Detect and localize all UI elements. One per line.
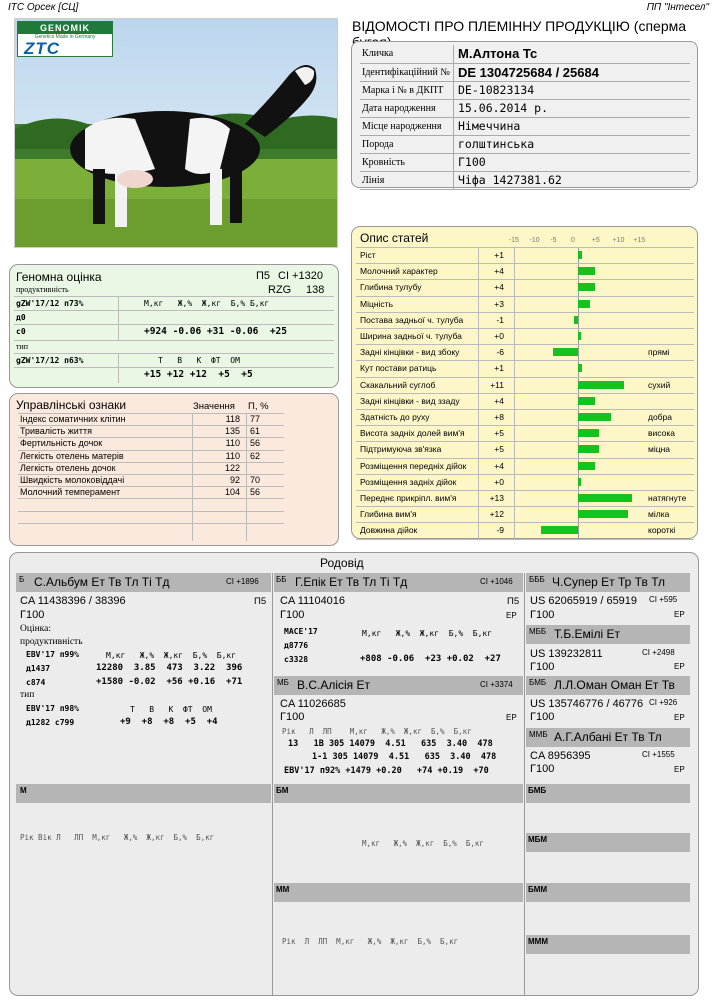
- ped-b-ci: CI +1896: [226, 577, 259, 586]
- ped-b-name: С.Альбум Ет Тв Тл Ті Тд: [34, 575, 170, 589]
- ped-bb-tag: ББ: [276, 575, 287, 584]
- linear-trait-bar: [578, 445, 599, 453]
- ped-mmb-id: CA 8956395: [530, 750, 591, 762]
- linear-trait-name: Розміщення задніх дійок: [360, 476, 457, 487]
- linear-tick-label: -5: [550, 237, 557, 244]
- management-row-value: 118: [225, 414, 240, 424]
- pedigree-panel: [9, 552, 699, 996]
- linear-trait-bar: [578, 413, 611, 421]
- identity-separator: [453, 154, 454, 172]
- identity-label: Кровність: [362, 157, 405, 168]
- logo-line1: GENOMIK: [18, 22, 112, 34]
- linear-trait-value: +0: [494, 331, 504, 341]
- ped-mm-tag: ММ: [276, 885, 290, 894]
- ped-mmm-tag: МММ: [528, 937, 548, 946]
- linear-trait-value: +4: [494, 460, 504, 471]
- linear-trait-bar: [578, 397, 595, 405]
- linear-trait-value: -6: [496, 347, 504, 358]
- linear-row-rule: [356, 539, 694, 540]
- genomic-rzg-value: 138: [306, 284, 325, 296]
- management-row-value: 110: [225, 438, 240, 449]
- ped-b-blood: Г100: [20, 609, 45, 621]
- linear-row-rule: [356, 328, 694, 329]
- ped-b-type-label: тип: [20, 690, 35, 700]
- linear-traits-panel: [351, 226, 698, 539]
- ped-bb-c-values: +808 -0.06 +23 +0.02 +27: [360, 654, 501, 664]
- linear-trait-value: +0: [494, 476, 504, 487]
- ped-b-tag: Б: [19, 575, 25, 584]
- ped-mb-blood: Г100: [280, 711, 305, 723]
- ped-b-type-head: EBV'17 п98%: [26, 704, 79, 713]
- linear-row-rule: [356, 506, 694, 507]
- ped-bm-cols: М,кг Ж,% Ж,кг Б,% Б,кг: [362, 839, 484, 848]
- linear-trait-name: Глибина тулубу: [360, 282, 422, 293]
- linear-row-rule: [356, 441, 694, 442]
- ped-bbb-blood: Г100: [530, 609, 555, 621]
- management-row-value: 110: [225, 450, 240, 461]
- linear-trait-note: прямі: [648, 347, 670, 358]
- linear-trait-note: міцна: [648, 444, 671, 455]
- document-title: ВІДОМОСТІ ПРО ПЛЕМІННУ ПРОДУКЦІЮ (сперма: [352, 18, 687, 34]
- identity-value: Німеччина: [458, 119, 521, 133]
- linear-trait-name: Розміщення передніх дійок: [360, 460, 467, 471]
- linear-trait-bar: [578, 283, 595, 291]
- ped-mbm-tag: МБМ: [528, 835, 548, 844]
- linear-trait-note: натягнуте: [648, 493, 687, 503]
- ped-b-d-label: д1437: [26, 664, 51, 673]
- ped-bmb-ep: ЕР: [674, 713, 685, 722]
- genomic-title: Геномна оцінка: [16, 270, 102, 284]
- management-rule: [18, 511, 284, 512]
- linear-trait-value: -9: [496, 525, 504, 536]
- ped-mbb-name: Т.Б.Емілі Ет: [554, 627, 620, 641]
- linear-row-rule: [356, 344, 694, 345]
- linear-trait-name: Глибина вим'я: [360, 509, 417, 520]
- management-row-name: Легкість отелень дочок: [20, 462, 116, 473]
- linear-row-rule: [356, 377, 694, 378]
- ped-mbb-blood: Г100: [530, 661, 555, 673]
- ped-b-id: CA 11438396 / 38396: [20, 595, 126, 607]
- ped-bb-head: MACE'17: [284, 627, 318, 636]
- linear-trait-bar: [574, 316, 578, 324]
- management-col-p: П, %: [248, 401, 269, 412]
- header-right-text: ПП "Інтесел": [646, 2, 709, 13]
- linear-trait-name: Скакальний суглоб: [360, 379, 436, 390]
- linear-trait-bar: [578, 462, 595, 470]
- ped-mb-row2: 1-1 305 14079 4.51 635 3.40 478: [312, 752, 497, 762]
- identity-value: голштинська: [458, 137, 535, 151]
- ped-bb-ci: CI +1046: [480, 577, 513, 586]
- pedigree-title: Родовід: [320, 556, 364, 570]
- ped-bbb-ep: ЕР: [674, 610, 685, 619]
- linear-trait-bar: [541, 526, 578, 534]
- ped-bm-tag: БМ: [276, 786, 289, 795]
- ped-bmb-blood: Г100: [530, 711, 555, 723]
- linear-trait-note: добра: [648, 412, 673, 422]
- management-row-p: 61: [250, 426, 261, 437]
- linear-trait-name: Задні кінцівки - вид збоку: [360, 347, 460, 358]
- linear-trait-bar: [578, 332, 581, 340]
- linear-trait-bar: [578, 429, 599, 437]
- ped-mmb-blood: Г100: [530, 763, 555, 775]
- identity-value: DE-10823134: [458, 83, 535, 97]
- identity-separator: [453, 100, 454, 118]
- linear-trait-note: висока: [648, 428, 675, 439]
- ped-bb-blood: Г100: [280, 609, 305, 621]
- ped-b-prod-head: EBV'17 п99%: [26, 650, 79, 659]
- ped-b-type-row: д1282 с799: [26, 718, 75, 727]
- linear-trait-value: +1: [494, 250, 504, 260]
- linear-trait-value: +4: [494, 395, 504, 406]
- ped-b-eval: Оцінка:: [20, 624, 51, 634]
- linear-row-rule: [356, 312, 694, 313]
- linear-trait-value: -1: [496, 314, 504, 325]
- linear-trait-note: сухий: [648, 379, 671, 390]
- bull-photo: [14, 18, 338, 248]
- ped-bmb2-tag: БМБ: [528, 786, 547, 795]
- ped-mbb-ci: CI +2498: [642, 648, 675, 657]
- linear-trait-bar: [578, 478, 581, 486]
- management-title: Управлінські ознаки: [16, 398, 127, 412]
- ped-b-p: П5: [254, 596, 267, 607]
- management-row-name: Індекс соматичних клітин: [20, 414, 126, 424]
- linear-trait-bar: [553, 348, 578, 356]
- identity-row: [360, 81, 690, 99]
- ped-b-c-values: +1580 -0.02 +56 +0.16 +71: [96, 677, 243, 687]
- linear-tick-label: -10: [529, 237, 540, 244]
- management-row-value: 122: [224, 462, 240, 473]
- linear-trait-name: Довжина дійок: [360, 525, 418, 536]
- management-row-value: 104: [224, 487, 240, 498]
- identity-panel: [351, 41, 698, 188]
- identity-separator: [453, 45, 454, 63]
- ped-mmb-name: А.Г.Албані Ет Тв Тл: [554, 730, 662, 744]
- ped-b-prod-label: продуктивність: [20, 637, 83, 647]
- ped-mbb-tag: МББ: [529, 627, 547, 636]
- linear-row-rule: [356, 263, 694, 264]
- ped-bb-ep: ЕР: [506, 611, 517, 620]
- linear-tick-label: 0: [571, 237, 575, 244]
- linear-trait-name: Здатність до руху: [360, 412, 430, 422]
- management-row-name: Молочний темперамент: [20, 487, 121, 498]
- identity-value: 15.06.2014 р.: [458, 101, 549, 115]
- ped-mbb-ep: ЕР: [674, 662, 685, 671]
- ped-mmb-tag: ММБ: [529, 730, 548, 739]
- ped-mbb-id: US 139232811: [530, 648, 603, 660]
- logo-line3: ZTC: [24, 39, 61, 58]
- identity-row: [360, 45, 690, 63]
- identity-label: Марка і № в ДКПТ: [362, 85, 444, 96]
- linear-tick-label: +15: [633, 237, 646, 244]
- linear-trait-name: Постава задньої ч. тулуба: [360, 314, 464, 325]
- ped-bmb-name: Л.Л.Оман Оман Ет Тв: [554, 678, 675, 692]
- identity-row: [360, 135, 690, 153]
- linear-trait-value: +5: [494, 444, 504, 455]
- linear-row-rule: [356, 425, 694, 426]
- ped-bb-d-label: д8776: [284, 641, 309, 650]
- identity-value: Чіфа 1427381.62: [458, 173, 562, 187]
- ped-bbb-tag: БББ: [529, 575, 545, 584]
- ped-bbb-name: Ч.Супер Ет Тр Тв Тл: [552, 575, 665, 589]
- linear-trait-value: +12: [489, 509, 504, 520]
- ped-mb-ci: CI +3374: [480, 680, 513, 689]
- ped-mmb-ep: ЕР: [674, 765, 685, 774]
- linear-trait-name: Задні кінцівки - вид ззаду: [360, 395, 460, 406]
- ped-bb-id: CA 11104016: [280, 595, 346, 607]
- identity-separator: [453, 172, 454, 190]
- genomic-prod-head: gZW'17/12 п73%: [16, 299, 84, 308]
- genomic-prod-label: продуктивність: [16, 285, 69, 294]
- identity-value: DE 1304725684 / 25684: [458, 65, 599, 80]
- linear-row-rule: [356, 296, 694, 297]
- linear-trait-bar: [578, 251, 582, 259]
- genomic-type-label: тип: [16, 342, 29, 351]
- management-rule: [18, 498, 284, 499]
- identity-separator: [453, 64, 454, 82]
- identity-label: Дата народження: [362, 103, 436, 114]
- linear-trait-bar: [578, 267, 595, 275]
- linear-row-rule: [356, 458, 694, 459]
- linear-trait-value: +1: [494, 363, 504, 374]
- genomic-panel: [9, 264, 339, 388]
- management-row-value: 92: [229, 475, 240, 485]
- management-row-name: Легкість отелень матерів: [20, 450, 124, 461]
- linear-trait-value: +4: [494, 282, 504, 293]
- linear-row-rule: [356, 393, 694, 394]
- linear-tick-label: -15: [508, 237, 519, 244]
- management-col-rule: [246, 413, 247, 541]
- ped-mb-id: CA 11026685: [280, 698, 346, 710]
- identity-row: [360, 153, 690, 171]
- linear-trait-bar: [578, 494, 632, 502]
- linear-trait-name: Молочний характер: [360, 266, 438, 277]
- ped-b-c-label: с874: [26, 678, 46, 687]
- management-row-name: Швидкість молоковіддачі: [20, 475, 125, 485]
- ped-bmb-tag: БМБ: [529, 678, 547, 687]
- management-row-p: 56: [250, 438, 261, 449]
- management-rule: [18, 523, 284, 524]
- linear-row-rule: [356, 490, 694, 491]
- management-row-p: 62: [250, 450, 261, 461]
- genomik-logo: [17, 21, 113, 57]
- identity-value: М.Алтона Тс: [458, 46, 538, 61]
- ped-bb-cols: М,кг Ж,% Ж,кг Б,% Б,кг: [362, 629, 493, 638]
- management-row-p: 56: [250, 487, 261, 498]
- ped-bmb-ci: CI +926: [649, 698, 678, 707]
- management-col-value: Значення: [193, 401, 235, 412]
- linear-trait-value: +4: [494, 266, 504, 277]
- genomic-type-head: gZW'17/12 п63%: [16, 356, 84, 365]
- ped-mb-name: В.С.Алісія Ет: [297, 678, 371, 692]
- identity-separator: [453, 118, 454, 136]
- management-row-p: 77: [250, 414, 261, 424]
- linear-trait-note: короткі: [648, 525, 676, 536]
- ped-bbb-id: US 62065919 / 65919: [530, 595, 638, 607]
- linear-trait-name: Міцність: [360, 298, 393, 309]
- ped-bb-p: П5: [507, 596, 520, 607]
- identity-label: Місце народження: [362, 121, 442, 132]
- genomic-type-cols: Т В К ФТ ОМ: [158, 356, 240, 365]
- ped-mm-cols: Рік Л ЛП М,кг Ж,% Ж,кг Б,% Б,кг: [282, 937, 459, 946]
- linear-trait-name: Кут постави ратиць: [360, 363, 437, 374]
- linear-tick-label: +5: [591, 237, 600, 244]
- ped-mb-ep: ЕР: [506, 713, 517, 722]
- linear-trait-note: мілка: [648, 509, 670, 520]
- linear-trait-value: +8: [494, 412, 504, 422]
- identity-row: [360, 117, 690, 135]
- management-row-value: 135: [224, 426, 240, 437]
- ped-b-type-values: +9 +8 +8 +5 +4: [120, 717, 218, 727]
- ped-b-d-values: 12280 3.85 473 3.22 396: [96, 663, 243, 673]
- ped-bmb-id: US 135746776 / 46776: [530, 698, 644, 710]
- ped-bbb-ci: CI +595: [649, 595, 678, 604]
- linear-trait-name: Висота задніх долей вим'я: [360, 428, 465, 439]
- genomic-c0-values: +924 -0.06 +31 -0.06 +25: [144, 326, 287, 337]
- linear-title: Опис статей: [360, 231, 429, 245]
- linear-trait-value: +13: [489, 493, 504, 503]
- management-col-rule: [192, 413, 193, 541]
- linear-row-rule: [356, 247, 694, 248]
- linear-trait-bar: [578, 381, 624, 389]
- identity-separator: [453, 136, 454, 154]
- genomic-ci: CI +1320: [278, 270, 323, 282]
- identity-label: Ідентифікаційний №: [362, 67, 450, 78]
- linear-trait-name: Підтримуюча зв'язка: [360, 444, 442, 455]
- ped-mb-tag: МБ: [277, 678, 289, 687]
- identity-label: Порода: [362, 139, 394, 150]
- linear-trait-name: Ріст: [360, 250, 376, 260]
- management-panel: [9, 393, 339, 546]
- identity-row: [360, 99, 690, 117]
- ped-bb-name: Г.Епік Ет Тв Тл Ті Тд: [295, 575, 408, 589]
- linear-trait-bar: [578, 510, 628, 518]
- header-left-text: ITC Орсек [СЦ]: [8, 2, 79, 13]
- ped-mb-row1: 13 1В 305 14079 4.51 635 3.40 478: [288, 739, 493, 749]
- linear-trait-bar: [578, 364, 582, 372]
- genomic-type-values: +15 +12 +12 +5 +5: [144, 369, 253, 380]
- linear-row-rule: [356, 360, 694, 361]
- identity-row: [360, 171, 690, 189]
- genomic-d0: д0: [16, 313, 26, 322]
- genomic-rzg-label: RZG: [268, 284, 292, 296]
- linear-row-rule: [356, 409, 694, 410]
- ped-bmm-tag: БММ: [528, 885, 548, 894]
- management-row-p: 70: [250, 475, 261, 485]
- genomic-prod-cols: М,кг Ж,% Ж,кг Б,% Б,кг: [144, 299, 270, 308]
- ped-b-prod-cols: М,кг Ж,% Ж,кг Б,% Б,кг: [106, 651, 237, 660]
- linear-trait-value: +5: [494, 428, 504, 439]
- ped-bb-c-label: с3328: [284, 655, 309, 664]
- ped-mmb-ci: CI +1555: [642, 750, 675, 759]
- ped-m-cols: Рік Вік Л ЛП М,кг Ж,% Ж,кг Б,% Б,кг: [20, 833, 215, 842]
- identity-value: Г100: [458, 155, 486, 169]
- linear-trait-value: +3: [494, 298, 504, 309]
- linear-trait-value: +11: [490, 379, 504, 390]
- linear-trait-bar: [578, 300, 590, 308]
- identity-label: Лінія: [362, 175, 385, 186]
- ped-mb-ebv: EBV'17 п92% +1479 +0.20 +74 +0.19 +70: [284, 766, 489, 776]
- management-row-name: Тривалість життя: [20, 426, 92, 437]
- linear-row-rule: [356, 522, 694, 523]
- identity-separator: [453, 82, 454, 100]
- ped-b-type-cols: Т В К ФТ ОМ: [130, 705, 212, 714]
- genomic-c0: с0: [16, 327, 26, 336]
- linear-row-rule: [356, 279, 694, 280]
- linear-row-rule: [356, 474, 694, 475]
- ped-mb-cols: Рік Л ЛП М,кг Ж,% Ж,кг Б,% Б,кг: [282, 727, 472, 736]
- management-row-name: Фертильність дочок: [20, 438, 103, 449]
- identity-label: Кличка: [362, 48, 394, 59]
- linear-tick-label: +10: [612, 237, 625, 244]
- identity-row: [360, 63, 690, 81]
- ped-m-tag: М: [20, 786, 27, 795]
- identity-bottom-rule: [360, 189, 690, 190]
- genomic-p5: П5: [256, 270, 271, 282]
- linear-trait-name: Переднє прикріпл. вим'я: [360, 493, 457, 503]
- logo-line2: Genetics Made in Germany: [34, 34, 96, 40]
- linear-trait-name: Ширина задньої ч. тулуба: [360, 331, 462, 341]
